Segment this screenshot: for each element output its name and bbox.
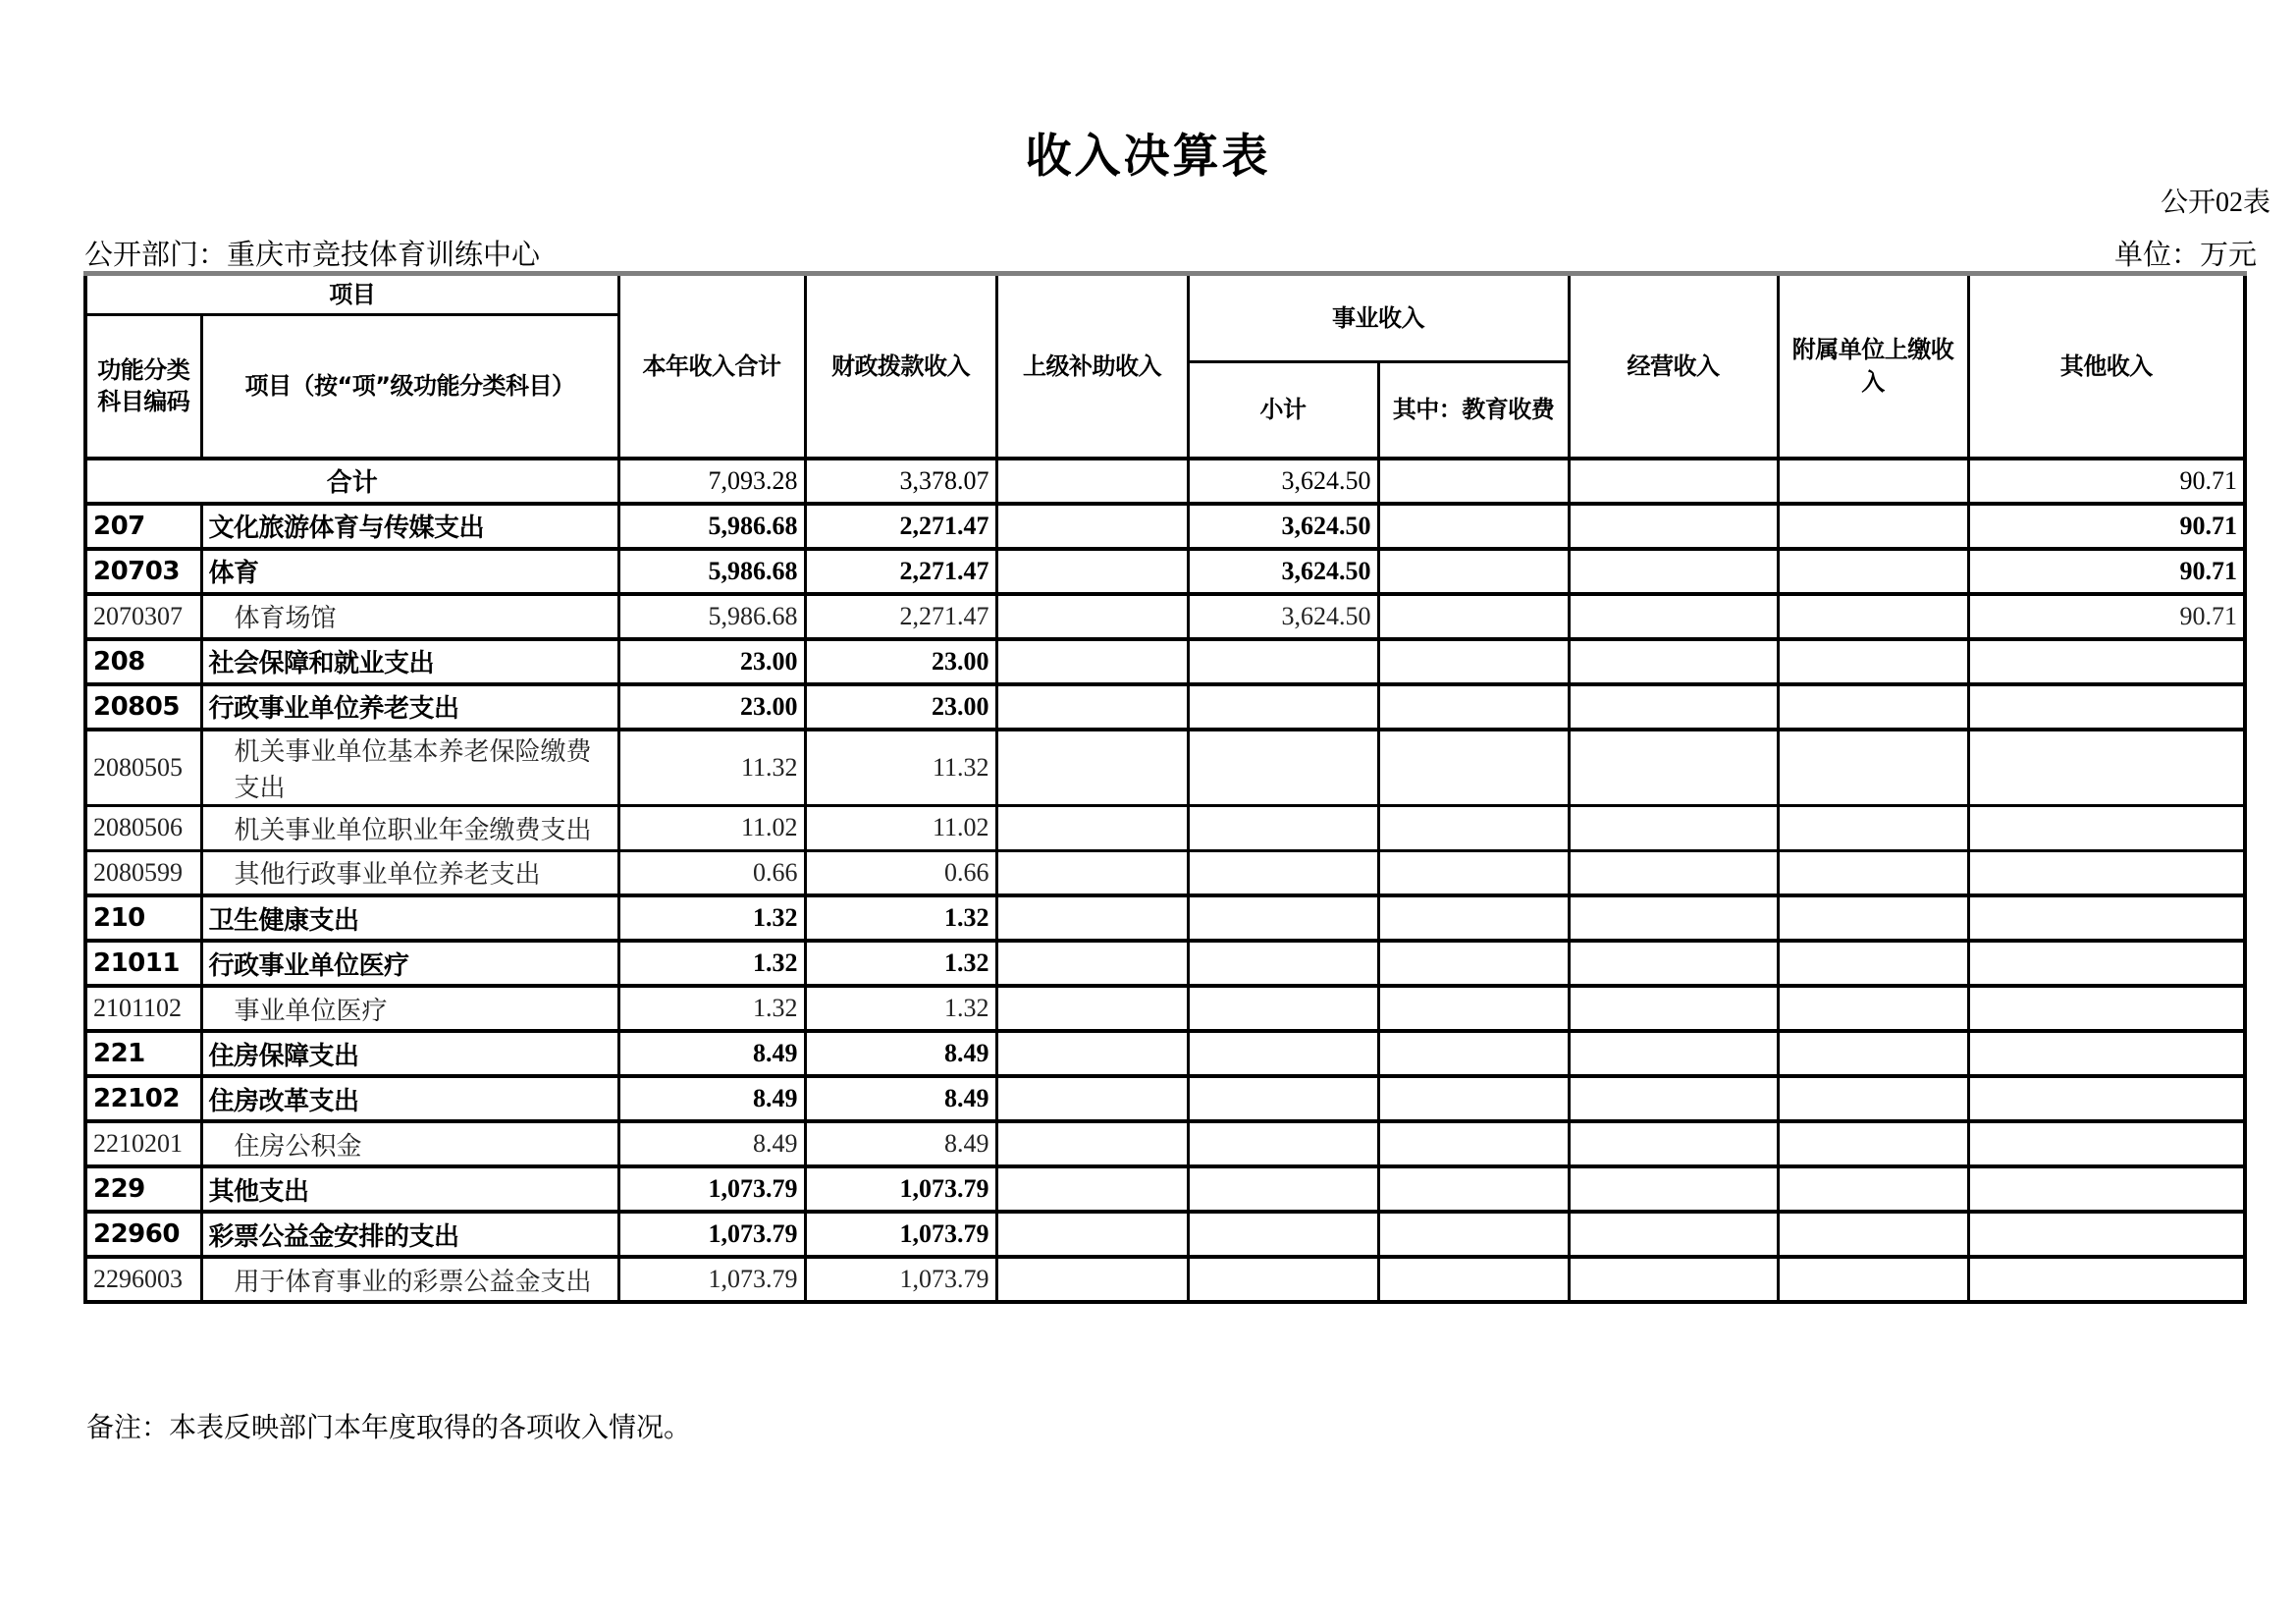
cell-item-name: 机关事业单位基本养老保险缴费支出 xyxy=(201,730,618,806)
cell-function-code: 2080506 xyxy=(85,805,201,850)
cell-superior xyxy=(996,1166,1188,1212)
table-row xyxy=(85,1121,2245,1166)
cell-total: 23.00 xyxy=(618,684,805,730)
cell-item-name: 卫生健康支出 xyxy=(201,895,618,941)
header-business-income-group: 事业收入 xyxy=(1188,274,1569,362)
cell-operating xyxy=(1569,941,1778,986)
cell-fiscal: 1,073.79 xyxy=(805,1212,996,1257)
header-row-1 xyxy=(85,274,2245,315)
cell-operating xyxy=(1569,1076,1778,1121)
cell-operating xyxy=(1569,1166,1778,1212)
header-total-income: 本年收入合计 xyxy=(618,274,805,459)
cell-total: 1,073.79 xyxy=(618,1166,805,1212)
cell-fiscal: 8.49 xyxy=(805,1031,996,1076)
table-row xyxy=(85,1257,2245,1302)
table-row xyxy=(85,730,2245,806)
cell-other xyxy=(1968,986,2245,1031)
cell-other: 90.71 xyxy=(1968,504,2245,549)
table-row xyxy=(85,459,2245,504)
cell-subtotal xyxy=(1188,850,1378,895)
cell-subtotal xyxy=(1188,895,1378,941)
cell-fiscal: 2,271.47 xyxy=(805,594,996,639)
cell-superior xyxy=(996,549,1188,594)
cell-fiscal: 8.49 xyxy=(805,1076,996,1121)
cell-function-code: 2210201 xyxy=(85,1121,201,1166)
cell-item-name: 文化旅游体育与传媒支出 xyxy=(201,504,618,549)
cell-other xyxy=(1968,895,2245,941)
cell-function-code: 22102 xyxy=(85,1076,201,1121)
cell-other xyxy=(1968,941,2245,986)
cell-subtotal: 3,624.50 xyxy=(1188,504,1378,549)
table-row xyxy=(85,1212,2245,1257)
cell-other: 90.71 xyxy=(1968,549,2245,594)
cell-superior xyxy=(996,1212,1188,1257)
cell-affiliated xyxy=(1778,459,1968,504)
cell-edu xyxy=(1378,1076,1569,1121)
cell-total: 11.32 xyxy=(618,730,805,806)
header-fiscal-income: 财政拨款收入 xyxy=(805,274,996,459)
table-row xyxy=(85,1031,2245,1076)
header-business-education-fee: 其中：教育收费 xyxy=(1378,362,1569,459)
cell-operating xyxy=(1569,986,1778,1031)
cell-subtotal xyxy=(1188,1212,1378,1257)
cell-fiscal: 23.00 xyxy=(805,684,996,730)
cell-fiscal: 8.49 xyxy=(805,1121,996,1166)
cell-total: 1,073.79 xyxy=(618,1212,805,1257)
cell-total: 11.02 xyxy=(618,805,805,850)
table-row xyxy=(85,1076,2245,1121)
cell-affiliated xyxy=(1778,895,1968,941)
cell-superior xyxy=(996,895,1188,941)
cell-operating xyxy=(1569,639,1778,684)
table-row xyxy=(85,850,2245,895)
cell-operating xyxy=(1569,1212,1778,1257)
table-header xyxy=(85,274,2245,459)
cell-edu xyxy=(1378,1121,1569,1166)
cell-function-code: 207 xyxy=(85,504,201,549)
cell-item-name: 用于体育事业的彩票公益金支出 xyxy=(201,1257,618,1302)
cell-function-code: 20805 xyxy=(85,684,201,730)
cell-superior xyxy=(996,1257,1188,1302)
page-title: 收入决算表 xyxy=(1025,130,1271,184)
cell-edu xyxy=(1378,941,1569,986)
cell-edu xyxy=(1378,504,1569,549)
cell-subtotal: 3,624.50 xyxy=(1188,459,1378,504)
cell-other xyxy=(1968,1212,2245,1257)
cell-total: 0.66 xyxy=(618,850,805,895)
table-row xyxy=(85,895,2245,941)
table-row xyxy=(85,504,2245,549)
cell-fiscal: 1.32 xyxy=(805,895,996,941)
cell-subtotal xyxy=(1188,805,1378,850)
cell-affiliated xyxy=(1778,805,1968,850)
cell-other xyxy=(1968,805,2245,850)
header-other-income: 其他收入 xyxy=(1968,274,2245,459)
cell-superior xyxy=(996,459,1188,504)
cell-fiscal: 23.00 xyxy=(805,639,996,684)
cell-operating xyxy=(1569,1031,1778,1076)
cell-superior xyxy=(996,730,1188,806)
cell-edu xyxy=(1378,986,1569,1031)
cell-total: 5,986.68 xyxy=(618,549,805,594)
cell-other xyxy=(1968,730,2245,806)
cell-affiliated xyxy=(1778,1031,1968,1076)
table-row xyxy=(85,941,2245,986)
cell-edu xyxy=(1378,1257,1569,1302)
cell-superior xyxy=(996,504,1188,549)
cell-item-name: 其他支出 xyxy=(201,1166,618,1212)
header-project-group: 项目 xyxy=(85,274,618,315)
cell-total: 1.32 xyxy=(618,986,805,1031)
cell-operating xyxy=(1569,850,1778,895)
cell-affiliated xyxy=(1778,986,1968,1031)
cell-item-name: 行政事业单位养老支出 xyxy=(201,684,618,730)
cell-subtotal: 3,624.50 xyxy=(1188,549,1378,594)
cell-edu xyxy=(1378,684,1569,730)
cell-function-code: 20703 xyxy=(85,549,201,594)
cell-operating xyxy=(1569,1257,1778,1302)
cell-total: 7,093.28 xyxy=(618,459,805,504)
cell-total: 8.49 xyxy=(618,1076,805,1121)
cell-affiliated xyxy=(1778,1166,1968,1212)
cell-edu xyxy=(1378,730,1569,806)
table-row xyxy=(85,986,2245,1031)
cell-edu xyxy=(1378,850,1569,895)
cell-affiliated xyxy=(1778,1212,1968,1257)
cell-total: 1.32 xyxy=(618,941,805,986)
cell-other xyxy=(1968,1076,2245,1121)
cell-superior xyxy=(996,941,1188,986)
cell-function-code: 22960 xyxy=(85,1212,201,1257)
cell-item-name: 社会保障和就业支出 xyxy=(201,639,618,684)
cell-function-code: 208 xyxy=(85,639,201,684)
cell-item-total: 合计 xyxy=(85,459,618,504)
cell-total: 1.32 xyxy=(618,895,805,941)
header-function-code: 功能分类科目编码 xyxy=(85,315,201,459)
cell-item-name: 体育 xyxy=(201,549,618,594)
cell-subtotal xyxy=(1188,986,1378,1031)
cell-subtotal xyxy=(1188,1257,1378,1302)
cell-affiliated xyxy=(1778,850,1968,895)
cell-other xyxy=(1968,850,2245,895)
cell-other xyxy=(1968,1121,2245,1166)
cell-item-name: 住房保障支出 xyxy=(201,1031,618,1076)
cell-total: 1,073.79 xyxy=(618,1257,805,1302)
cell-item-name: 住房公积金 xyxy=(201,1121,618,1166)
cell-edu xyxy=(1378,639,1569,684)
cell-function-code: 2296003 xyxy=(85,1257,201,1302)
cell-fiscal: 11.02 xyxy=(805,805,996,850)
cell-affiliated xyxy=(1778,730,1968,806)
cell-total: 5,986.68 xyxy=(618,594,805,639)
cell-fiscal: 1.32 xyxy=(805,986,996,1031)
cell-item-name: 住房改革支出 xyxy=(201,1076,618,1121)
table-row xyxy=(85,805,2245,850)
cell-fiscal: 11.32 xyxy=(805,730,996,806)
cell-superior xyxy=(996,1031,1188,1076)
cell-other xyxy=(1968,684,2245,730)
note-text: 备注：本表反映部门本年度取得的各项收入情况。 xyxy=(86,1413,692,1443)
cell-fiscal: 1,073.79 xyxy=(805,1257,996,1302)
cell-superior xyxy=(996,1121,1188,1166)
cell-operating xyxy=(1569,805,1778,850)
cell-subtotal xyxy=(1188,1121,1378,1166)
cell-function-code: 2070307 xyxy=(85,594,201,639)
cell-edu xyxy=(1378,549,1569,594)
table-row xyxy=(85,1166,2245,1212)
cell-operating xyxy=(1569,1121,1778,1166)
table-row xyxy=(85,594,2245,639)
cell-affiliated xyxy=(1778,684,1968,730)
cell-edu xyxy=(1378,1212,1569,1257)
cell-edu xyxy=(1378,1166,1569,1212)
header-operating-income: 经营收入 xyxy=(1569,274,1778,459)
table-row xyxy=(85,639,2245,684)
table-row xyxy=(85,549,2245,594)
cell-function-code: 229 xyxy=(85,1166,201,1212)
unit-label: 单位：万元 xyxy=(2113,240,2257,271)
cell-item-name: 行政事业单位医疗 xyxy=(201,941,618,986)
cell-affiliated xyxy=(1778,594,1968,639)
cell-item-name: 体育场馆 xyxy=(201,594,618,639)
cell-operating xyxy=(1569,504,1778,549)
cell-operating xyxy=(1569,684,1778,730)
header-affiliated-income: 附属单位上缴收入 xyxy=(1778,274,1968,459)
table-row xyxy=(85,684,2245,730)
cell-affiliated xyxy=(1778,504,1968,549)
cell-operating xyxy=(1569,459,1778,504)
cell-edu xyxy=(1378,895,1569,941)
cell-subtotal xyxy=(1188,684,1378,730)
cell-subtotal xyxy=(1188,1031,1378,1076)
cell-superior xyxy=(996,639,1188,684)
cell-other xyxy=(1968,1031,2245,1076)
cell-item-name: 彩票公益金安排的支出 xyxy=(201,1212,618,1257)
cell-affiliated xyxy=(1778,639,1968,684)
cell-item-name: 机关事业单位职业年金缴费支出 xyxy=(201,805,618,850)
cell-subtotal: 3,624.50 xyxy=(1188,594,1378,639)
cell-superior xyxy=(996,1076,1188,1121)
cell-other xyxy=(1968,1257,2245,1302)
cell-fiscal: 0.66 xyxy=(805,850,996,895)
income-table xyxy=(83,271,2247,1304)
cell-affiliated xyxy=(1778,1257,1968,1302)
cell-subtotal xyxy=(1188,639,1378,684)
header-item-name: 项目（按“项”级功能分类科目） xyxy=(201,315,618,459)
cell-affiliated xyxy=(1778,1076,1968,1121)
cell-other: 90.71 xyxy=(1968,594,2245,639)
cell-operating xyxy=(1569,594,1778,639)
cell-function-code: 210 xyxy=(85,895,201,941)
cell-edu xyxy=(1378,805,1569,850)
cell-fiscal: 2,271.47 xyxy=(805,549,996,594)
cell-total: 8.49 xyxy=(618,1031,805,1076)
header-business-subtotal: 小计 xyxy=(1188,362,1378,459)
cell-operating xyxy=(1569,895,1778,941)
cell-total: 8.49 xyxy=(618,1121,805,1166)
cell-other xyxy=(1968,1166,2245,1212)
department-label: 公开部门：重庆市竞技体育训练中心 xyxy=(84,240,541,271)
cell-item-name: 事业单位医疗 xyxy=(201,986,618,1031)
cell-subtotal xyxy=(1188,1076,1378,1121)
cell-total: 23.00 xyxy=(618,639,805,684)
cell-edu xyxy=(1378,1031,1569,1076)
table-code-label: 公开02表 xyxy=(2160,188,2270,218)
table-body xyxy=(85,459,2245,1303)
cell-affiliated xyxy=(1778,941,1968,986)
cell-affiliated xyxy=(1778,1121,1968,1166)
cell-fiscal: 1,073.79 xyxy=(805,1166,996,1212)
cell-function-code: 2080505 xyxy=(85,730,201,806)
cell-superior xyxy=(996,850,1188,895)
cell-superior xyxy=(996,805,1188,850)
cell-edu xyxy=(1378,459,1569,504)
cell-other xyxy=(1968,639,2245,684)
cell-edu xyxy=(1378,594,1569,639)
cell-function-code: 221 xyxy=(85,1031,201,1076)
cell-function-code: 2101102 xyxy=(85,986,201,1031)
cell-fiscal: 1.32 xyxy=(805,941,996,986)
cell-superior xyxy=(996,986,1188,1031)
cell-fiscal: 2,271.47 xyxy=(805,504,996,549)
cell-subtotal xyxy=(1188,941,1378,986)
cell-affiliated xyxy=(1778,549,1968,594)
cell-operating xyxy=(1569,730,1778,806)
cell-function-code: 2080599 xyxy=(85,850,201,895)
header-superior-subsidy: 上级补助收入 xyxy=(996,274,1188,459)
cell-other: 90.71 xyxy=(1968,459,2245,504)
cell-subtotal xyxy=(1188,1166,1378,1212)
cell-fiscal: 3,378.07 xyxy=(805,459,996,504)
cell-superior xyxy=(996,594,1188,639)
cell-function-code: 21011 xyxy=(85,941,201,986)
cell-superior xyxy=(996,684,1188,730)
cell-item-name: 其他行政事业单位养老支出 xyxy=(201,850,618,895)
cell-subtotal xyxy=(1188,730,1378,806)
cell-total: 5,986.68 xyxy=(618,504,805,549)
cell-operating xyxy=(1569,549,1778,594)
